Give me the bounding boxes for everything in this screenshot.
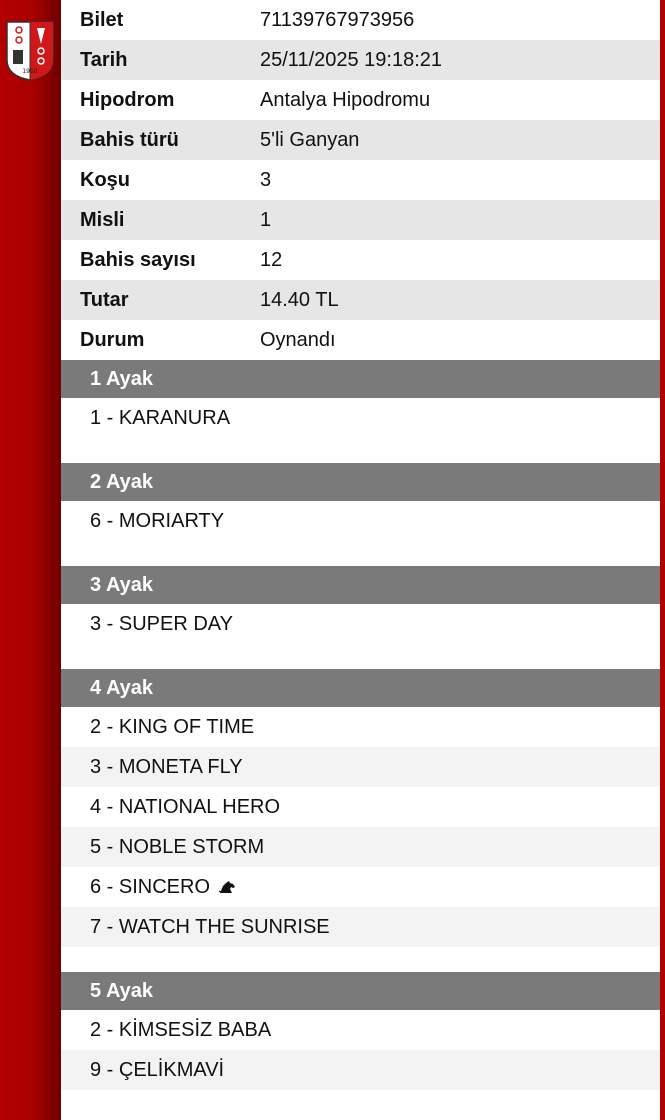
info-label: Bahis sayısı	[80, 248, 196, 271]
legs-list	[61, 360, 660, 1090]
leg-header: 2 Ayak	[61, 463, 660, 501]
horse-row	[61, 1010, 660, 1050]
right-border	[660, 0, 665, 1120]
horse-name: 2 - KING OF TIME	[90, 715, 255, 738]
info-row	[61, 80, 660, 120]
sidebar	[0, 0, 61, 1120]
horse-name: 5 - NOBLE STORM	[90, 835, 265, 858]
horse-row	[61, 604, 660, 644]
info-label: Bilet	[80, 8, 124, 31]
leg-header: 1 Ayak	[61, 360, 660, 398]
horse-name: 1 - KARANURA	[90, 406, 231, 429]
info-value: 5'li Ganyan	[260, 128, 360, 151]
ticket-details	[61, 0, 660, 1120]
leg-section	[61, 566, 660, 644]
info-label: Tarih	[80, 48, 128, 71]
horse-name: 6 - SINCERO	[90, 875, 211, 898]
info-label: Bahis türü	[80, 128, 179, 151]
horse-name: 3 - MONETA FLY	[90, 755, 243, 778]
info-value: 1	[260, 208, 272, 231]
horse-name: 3 - SUPER DAY	[90, 612, 233, 635]
horse-name: 2 - KİMSESİZ BABA	[90, 1018, 272, 1041]
info-value: 14.40 TL	[260, 288, 339, 311]
info-row	[61, 200, 660, 240]
info-value: 71139767973956	[260, 8, 415, 31]
horse-row	[61, 827, 660, 867]
horse-name: 6 - MORIARTY	[90, 509, 225, 532]
leg-header: 5 Ayak	[61, 972, 660, 1010]
info-label: Koşu	[80, 168, 130, 191]
info-row	[61, 280, 660, 320]
horse-row	[61, 707, 660, 747]
info-row	[61, 240, 660, 280]
horse-name: 4 - NATIONAL HERO	[90, 795, 281, 818]
ticket-info-list	[61, 0, 660, 360]
club-logo[interactable]	[5, 20, 55, 82]
horse-row	[61, 787, 660, 827]
info-label: Durum	[80, 328, 145, 351]
horse-row	[61, 747, 660, 787]
info-value: 3	[260, 168, 272, 191]
horse-row	[61, 1050, 660, 1090]
leg-section	[61, 972, 660, 1090]
info-row	[61, 0, 660, 40]
info-row	[61, 320, 660, 360]
info-row	[61, 160, 660, 200]
horse-head-icon	[218, 880, 236, 894]
info-label: Tutar	[80, 288, 129, 311]
info-label: Hipodrom	[80, 88, 175, 111]
info-value: Oynandı	[260, 328, 336, 351]
info-value: 12	[260, 248, 283, 271]
leg-header: 4 Ayak	[61, 669, 660, 707]
horse-row	[61, 907, 660, 947]
leg-header: 3 Ayak	[61, 566, 660, 604]
horse-row	[61, 398, 660, 438]
info-label: Misli	[80, 208, 125, 231]
leg-section	[61, 360, 660, 438]
info-value: 25/11/2025 19:18:21	[260, 48, 443, 71]
horse-row	[61, 867, 660, 907]
horse-row	[61, 501, 660, 541]
horse-name: 7 - WATCH THE SUNRISE	[90, 915, 330, 938]
leg-section	[61, 669, 660, 947]
horse-name: 9 - ÇELİKMAVİ	[90, 1058, 225, 1081]
info-value: Antalya Hipodromu	[260, 88, 431, 111]
info-row	[61, 40, 660, 80]
info-row	[61, 120, 660, 160]
leg-section	[61, 463, 660, 541]
logo-year: 1950	[22, 68, 38, 75]
